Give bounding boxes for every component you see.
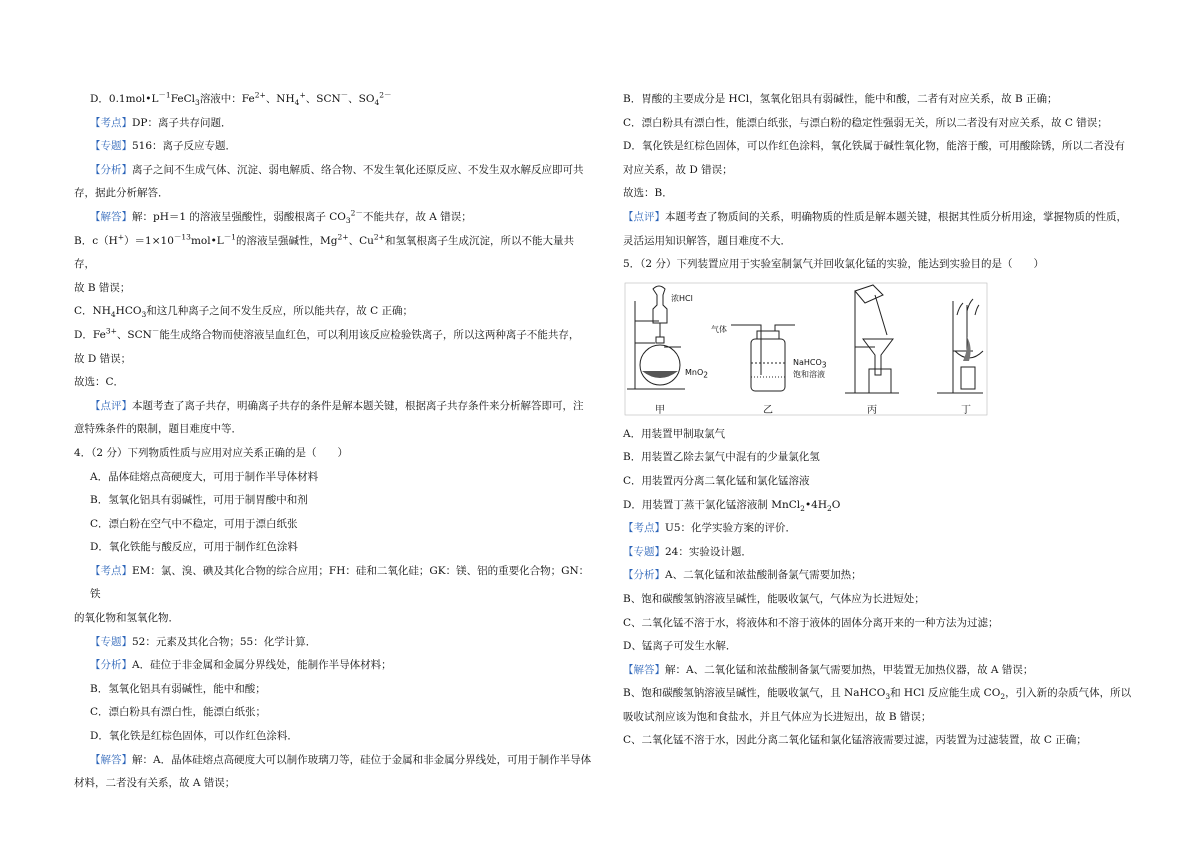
text-run: －1 bbox=[158, 90, 171, 100]
text-line-l6 bbox=[74, 206, 594, 230]
text-run: 和这几种离子之间不发生反应，所以能共存，故 C 正确； bbox=[146, 305, 413, 318]
text-run: C．用装置丙分离二氧化锰和氯化锰溶液 bbox=[623, 474, 810, 487]
text-run: 2－ bbox=[379, 90, 392, 100]
left-column bbox=[74, 88, 594, 796]
apparatus-ding bbox=[937, 299, 983, 393]
text-line-l28 bbox=[74, 772, 594, 796]
text-run: 本题考查了离子共存，明确离子共存的条件是解本题关键，根据离子共存条件来分析解答即可，注 bbox=[132, 399, 584, 412]
text-run: 4 bbox=[374, 98, 380, 108]
text-line-l26 bbox=[74, 725, 594, 749]
text-run: 2 bbox=[1000, 692, 1006, 702]
section-tag: 【考点】 bbox=[90, 116, 132, 129]
text-line-r13 bbox=[623, 517, 1133, 541]
text-run: 能生成络合物而使溶液呈血红色，可以利用该反应检验铁离子，所以这两种离子不能共存， bbox=[159, 328, 580, 341]
text-line-l24 bbox=[74, 678, 594, 702]
text-run: 对应关系，故 D 错误； bbox=[623, 163, 733, 176]
text-line-r14 bbox=[623, 541, 1133, 565]
text-run: B．氢氧化铝具有弱碱性，能中和酸； bbox=[90, 682, 266, 695]
text-run: 3 bbox=[195, 98, 200, 108]
text-run: B．用装置乙除去氯气中混有的少量氯化氢 bbox=[623, 451, 820, 464]
text-run: 2+ bbox=[254, 90, 266, 100]
text-run: C、二氧化锰不溶于水，因此分离二氧化锰和氯化锰溶液需要过滤，丙装置为过滤装置，故 C 正确； bbox=[623, 734, 1087, 747]
text-line-r19 bbox=[623, 659, 1133, 683]
text-run: 2+ bbox=[373, 232, 385, 242]
text-line-l18 bbox=[74, 513, 594, 537]
text-run: 2 bbox=[800, 503, 805, 513]
text-line-r10 bbox=[623, 446, 1133, 470]
text-run: 的氧化物和氢氧化物． bbox=[74, 612, 179, 625]
text-run: ，引入新的杂质气体，所以 bbox=[1005, 687, 1132, 700]
section-tag: 【专题】 bbox=[90, 635, 132, 648]
text-line-r6 bbox=[623, 206, 1133, 230]
text-line-r22 bbox=[623, 729, 1133, 753]
text-run: 本题考查了物质间的关系，明确物质的性质是解本题关键，根据其性质分析用途，掌握物质的性质， bbox=[665, 210, 1127, 223]
text-run: 、NH bbox=[265, 93, 295, 105]
text-run: 故选：C． bbox=[74, 376, 125, 389]
text-run: B．c（H bbox=[74, 234, 118, 247]
text-run: 解：pH＝1 的溶液呈强酸性，弱酸根离子 CO bbox=[132, 210, 346, 223]
text-line-l15 bbox=[74, 442, 594, 466]
text-run: 灵活运用知识解答，题目难度不大． bbox=[623, 234, 791, 247]
text-run: A．晶体硅熔点高硬度大，可用于制作半导体材料 bbox=[90, 470, 319, 483]
text-run: mol•L bbox=[190, 234, 224, 247]
text-run: 存，据此分析解答． bbox=[74, 187, 169, 200]
text-run: A．用装置甲制取氯气 bbox=[623, 427, 726, 440]
text-run: 不能共存，故 A 错误； bbox=[362, 210, 472, 223]
section-tag: 【分析】 bbox=[90, 163, 132, 176]
text-line-r15 bbox=[623, 564, 1133, 588]
text-run: A．硅位于非金属和金属分界线处，能制作半导体材料； bbox=[132, 659, 392, 672]
apparatus-yi bbox=[731, 325, 795, 391]
text-run: 意特殊条件的限制，题目难度中等． bbox=[74, 423, 242, 436]
section-tag: 【考点】 bbox=[90, 564, 132, 577]
text-run: B、饱和碳酸氢钠溶液呈碱性，能吸收氯气，气体应为长进短处； bbox=[623, 592, 925, 605]
text-run: －1 bbox=[223, 232, 237, 242]
text-line-l2 bbox=[74, 112, 594, 136]
text-line-l21 bbox=[74, 607, 594, 631]
text-run: 5．（2 分）下列装置应用于实验室制氯气并回收氯化锰的实验，能达到实验目的是（ ） bbox=[623, 258, 1044, 271]
text-run: FeCl bbox=[170, 93, 196, 105]
text-run: A、二氧化锰和浓盐酸制备氯气需要加热； bbox=[665, 569, 862, 582]
text-run: 2+ bbox=[337, 232, 349, 242]
section-tag: 【点评】 bbox=[90, 399, 132, 412]
text-run: 3+ bbox=[105, 326, 117, 336]
label-yi: 乙 bbox=[763, 404, 773, 416]
section-tag: 【分析】 bbox=[90, 659, 132, 672]
text-run: 4 bbox=[294, 98, 300, 108]
text-run: C、二氧化锰不溶于水，将液体和不溶于液体的固体分离开来的一种方法为过滤； bbox=[623, 616, 999, 629]
text-run: 离子之间不生成气体、沉淀、弱电解质、络合物、不发生氧化还原反应、不发生双水解反应即可共 bbox=[132, 163, 584, 176]
text-line-l13 bbox=[74, 395, 594, 419]
text-line-l4 bbox=[74, 159, 594, 183]
text-run: 3 bbox=[141, 310, 147, 320]
text-run: B、饱和碳酸氢钠溶液呈碱性，能吸收氯气，且 NaHCO bbox=[623, 687, 886, 700]
text-run: ）＝1×10 bbox=[124, 234, 174, 247]
text-line-l27 bbox=[74, 749, 594, 773]
text-run: 4．（2 分）下列物质性质与应用对应关系正确的是（ ） bbox=[74, 446, 348, 459]
text-run: 3 bbox=[345, 216, 351, 226]
section-tag: 【专题】 bbox=[623, 545, 665, 558]
text-run: － bbox=[151, 326, 160, 336]
text-line-r11 bbox=[623, 470, 1133, 494]
text-line-r9 bbox=[623, 423, 1133, 447]
section-tag: 【解答】 bbox=[90, 210, 132, 223]
label-saturated-solution: 饱和溶液 bbox=[793, 369, 825, 379]
text-run: 、Cu bbox=[348, 234, 374, 247]
text-line-l20 bbox=[74, 560, 594, 607]
text-run: C．漂白粉在空气中不稳定，可用于漂白纸张 bbox=[90, 517, 298, 530]
text-line-l9 bbox=[74, 300, 594, 324]
text-run: －13 bbox=[173, 232, 191, 242]
text-line-l1 bbox=[74, 88, 594, 112]
text-run: D、锰离子可发生水解． bbox=[623, 640, 737, 653]
text-line-r12 bbox=[623, 494, 1133, 518]
text-run: C．漂白粉具有漂白性，能漂白纸张，与漂白粉的稳定性强弱无关，所以二者没有对应关系，故 C 错误； bbox=[623, 116, 1108, 129]
text-run: + bbox=[117, 232, 125, 242]
section-tag: 【考点】 bbox=[623, 522, 665, 535]
text-line-r16 bbox=[623, 588, 1133, 612]
label-bing: 丙 bbox=[867, 404, 877, 416]
text-run: 、SCN bbox=[305, 93, 341, 105]
text-run: 4 bbox=[110, 310, 116, 320]
section-tag: 【解答】 bbox=[623, 663, 665, 676]
text-run: D．用装置丁蒸干氯化锰溶液制 MnCl bbox=[623, 498, 801, 511]
text-run: 和氢氧根离子生成沉淀，所以不能大量共存， bbox=[74, 234, 574, 271]
label-ding: 丁 bbox=[961, 404, 971, 416]
text-run: B．胃酸的主要成分是 HCl，氢氧化铝具有弱碱性，能中和酸，二者有对应关系，故 B 正确； bbox=[623, 93, 1058, 105]
text-line-l23 bbox=[74, 654, 594, 678]
label-nahco3: NaHCO$_3$ bbox=[793, 357, 827, 370]
text-line-r8 bbox=[623, 253, 1133, 277]
label-gas: 气体 bbox=[711, 324, 727, 334]
text-line-l7 bbox=[74, 230, 594, 277]
text-run: 故 D 错误； bbox=[74, 352, 132, 365]
text-line-r5 bbox=[623, 182, 1133, 206]
text-line-l25 bbox=[74, 701, 594, 725]
label-conc-hcl: 浓HCl bbox=[671, 293, 693, 303]
text-line-l10 bbox=[74, 324, 594, 348]
text-run: 2 bbox=[826, 503, 832, 513]
text-run: O bbox=[831, 498, 841, 511]
text-run: B．氢氧化铝具有弱碱性，可用于制胃酸中和剂 bbox=[90, 494, 308, 507]
text-run: HCO bbox=[115, 305, 142, 318]
text-run: 、SCN bbox=[116, 328, 152, 341]
text-line-r7 bbox=[623, 230, 1133, 254]
text-line-l16 bbox=[74, 466, 594, 490]
section-tag: 【专题】 bbox=[90, 140, 132, 153]
text-run: 解：A．晶体硅熔点高硬度大可以制作玻璃刀等，硅位于金属和非金属分界线处，可用于制作半导体 bbox=[132, 753, 592, 766]
text-run: 材料，二者没有关系，故 A 错误； bbox=[74, 777, 236, 790]
text-line-l22 bbox=[74, 631, 594, 655]
text-run: 、SO bbox=[348, 93, 375, 105]
text-run: － bbox=[340, 90, 349, 100]
text-run: + bbox=[299, 90, 306, 100]
right-column bbox=[623, 88, 1133, 753]
text-run: 故选：B． bbox=[623, 187, 673, 200]
text-line-l17 bbox=[74, 489, 594, 513]
text-line-l5 bbox=[74, 182, 594, 206]
text-line-l11 bbox=[74, 348, 594, 372]
text-run: C．NH bbox=[74, 305, 111, 318]
text-run: 解：A、二氧化锰和浓盐酸制备氯气需要加热，甲装置无加热仪器，故 A 错误； bbox=[665, 663, 1034, 676]
apparatus-figure bbox=[623, 281, 1133, 419]
text-line-r18 bbox=[623, 635, 1133, 659]
text-line-r2 bbox=[623, 112, 1133, 136]
text-run: 3 bbox=[885, 692, 891, 702]
text-line-l14 bbox=[74, 418, 594, 442]
text-run: U5：化学实验方案的评价． bbox=[665, 522, 797, 535]
section-tag: 【点评】 bbox=[623, 210, 665, 223]
section-tag: 【分析】 bbox=[623, 569, 665, 582]
text-line-l3 bbox=[74, 135, 594, 159]
text-run: 52：元素及其化合物；55：化学计算． bbox=[132, 635, 317, 648]
text-run: 溶液中：Fe bbox=[199, 93, 255, 105]
text-line-r17 bbox=[623, 612, 1133, 636]
text-line-r4 bbox=[623, 159, 1133, 183]
text-line-l8 bbox=[74, 277, 594, 301]
text-run: D．0.1mol•L bbox=[90, 93, 159, 105]
text-run: D．Fe bbox=[74, 328, 106, 341]
text-line-r20 bbox=[623, 682, 1133, 706]
text-run: D．氧化铁能与酸反应，可用于制作红色涂料 bbox=[90, 541, 298, 554]
label-jia: 甲 bbox=[655, 404, 665, 416]
text-run: 和 HCl 反应能生成 CO bbox=[890, 687, 1001, 700]
apparatus-bing bbox=[845, 285, 899, 393]
text-run: C．漂白粉具有漂白性，能漂白纸张； bbox=[90, 706, 267, 719]
text-run: DP：离子共存问题． bbox=[132, 116, 232, 129]
text-run: 故 B 错误； bbox=[74, 281, 131, 294]
text-run: 2－ bbox=[350, 208, 363, 218]
text-run: EM：氯、溴、碘及其化合物的综合应用；FH：硅和二氧化硅；GK：镁、铝的重要化合物；GN：铁 bbox=[90, 564, 590, 601]
text-line-r3 bbox=[623, 135, 1133, 159]
text-run: 的溶液呈强碱性，Mg bbox=[236, 234, 338, 247]
section-tag: 【解答】 bbox=[90, 753, 132, 766]
text-line-r21 bbox=[623, 706, 1133, 730]
text-line-l19 bbox=[74, 536, 594, 560]
text-run: 吸收试剂应该为饱和食盐水，并且气体应为长进短出，故 B 错误； bbox=[623, 710, 932, 723]
text-run: 516：离子反应专题． bbox=[132, 140, 237, 153]
label-mno2: MnO$_2$ bbox=[685, 367, 709, 380]
text-run: D．氧化铁是红棕色固体，可以作红色涂料，氧化铁属于碱性氧化物，能溶于酸，可用酸除锈，所以二者没有 bbox=[623, 140, 1125, 153]
text-line-r1 bbox=[623, 88, 1133, 112]
text-line-l12 bbox=[74, 371, 594, 395]
text-run: D．氧化铁是红棕色固体，可以作红色涂料． bbox=[90, 730, 298, 743]
text-run: •4H bbox=[804, 498, 827, 511]
text-run: 24：实验设计题． bbox=[665, 545, 752, 558]
